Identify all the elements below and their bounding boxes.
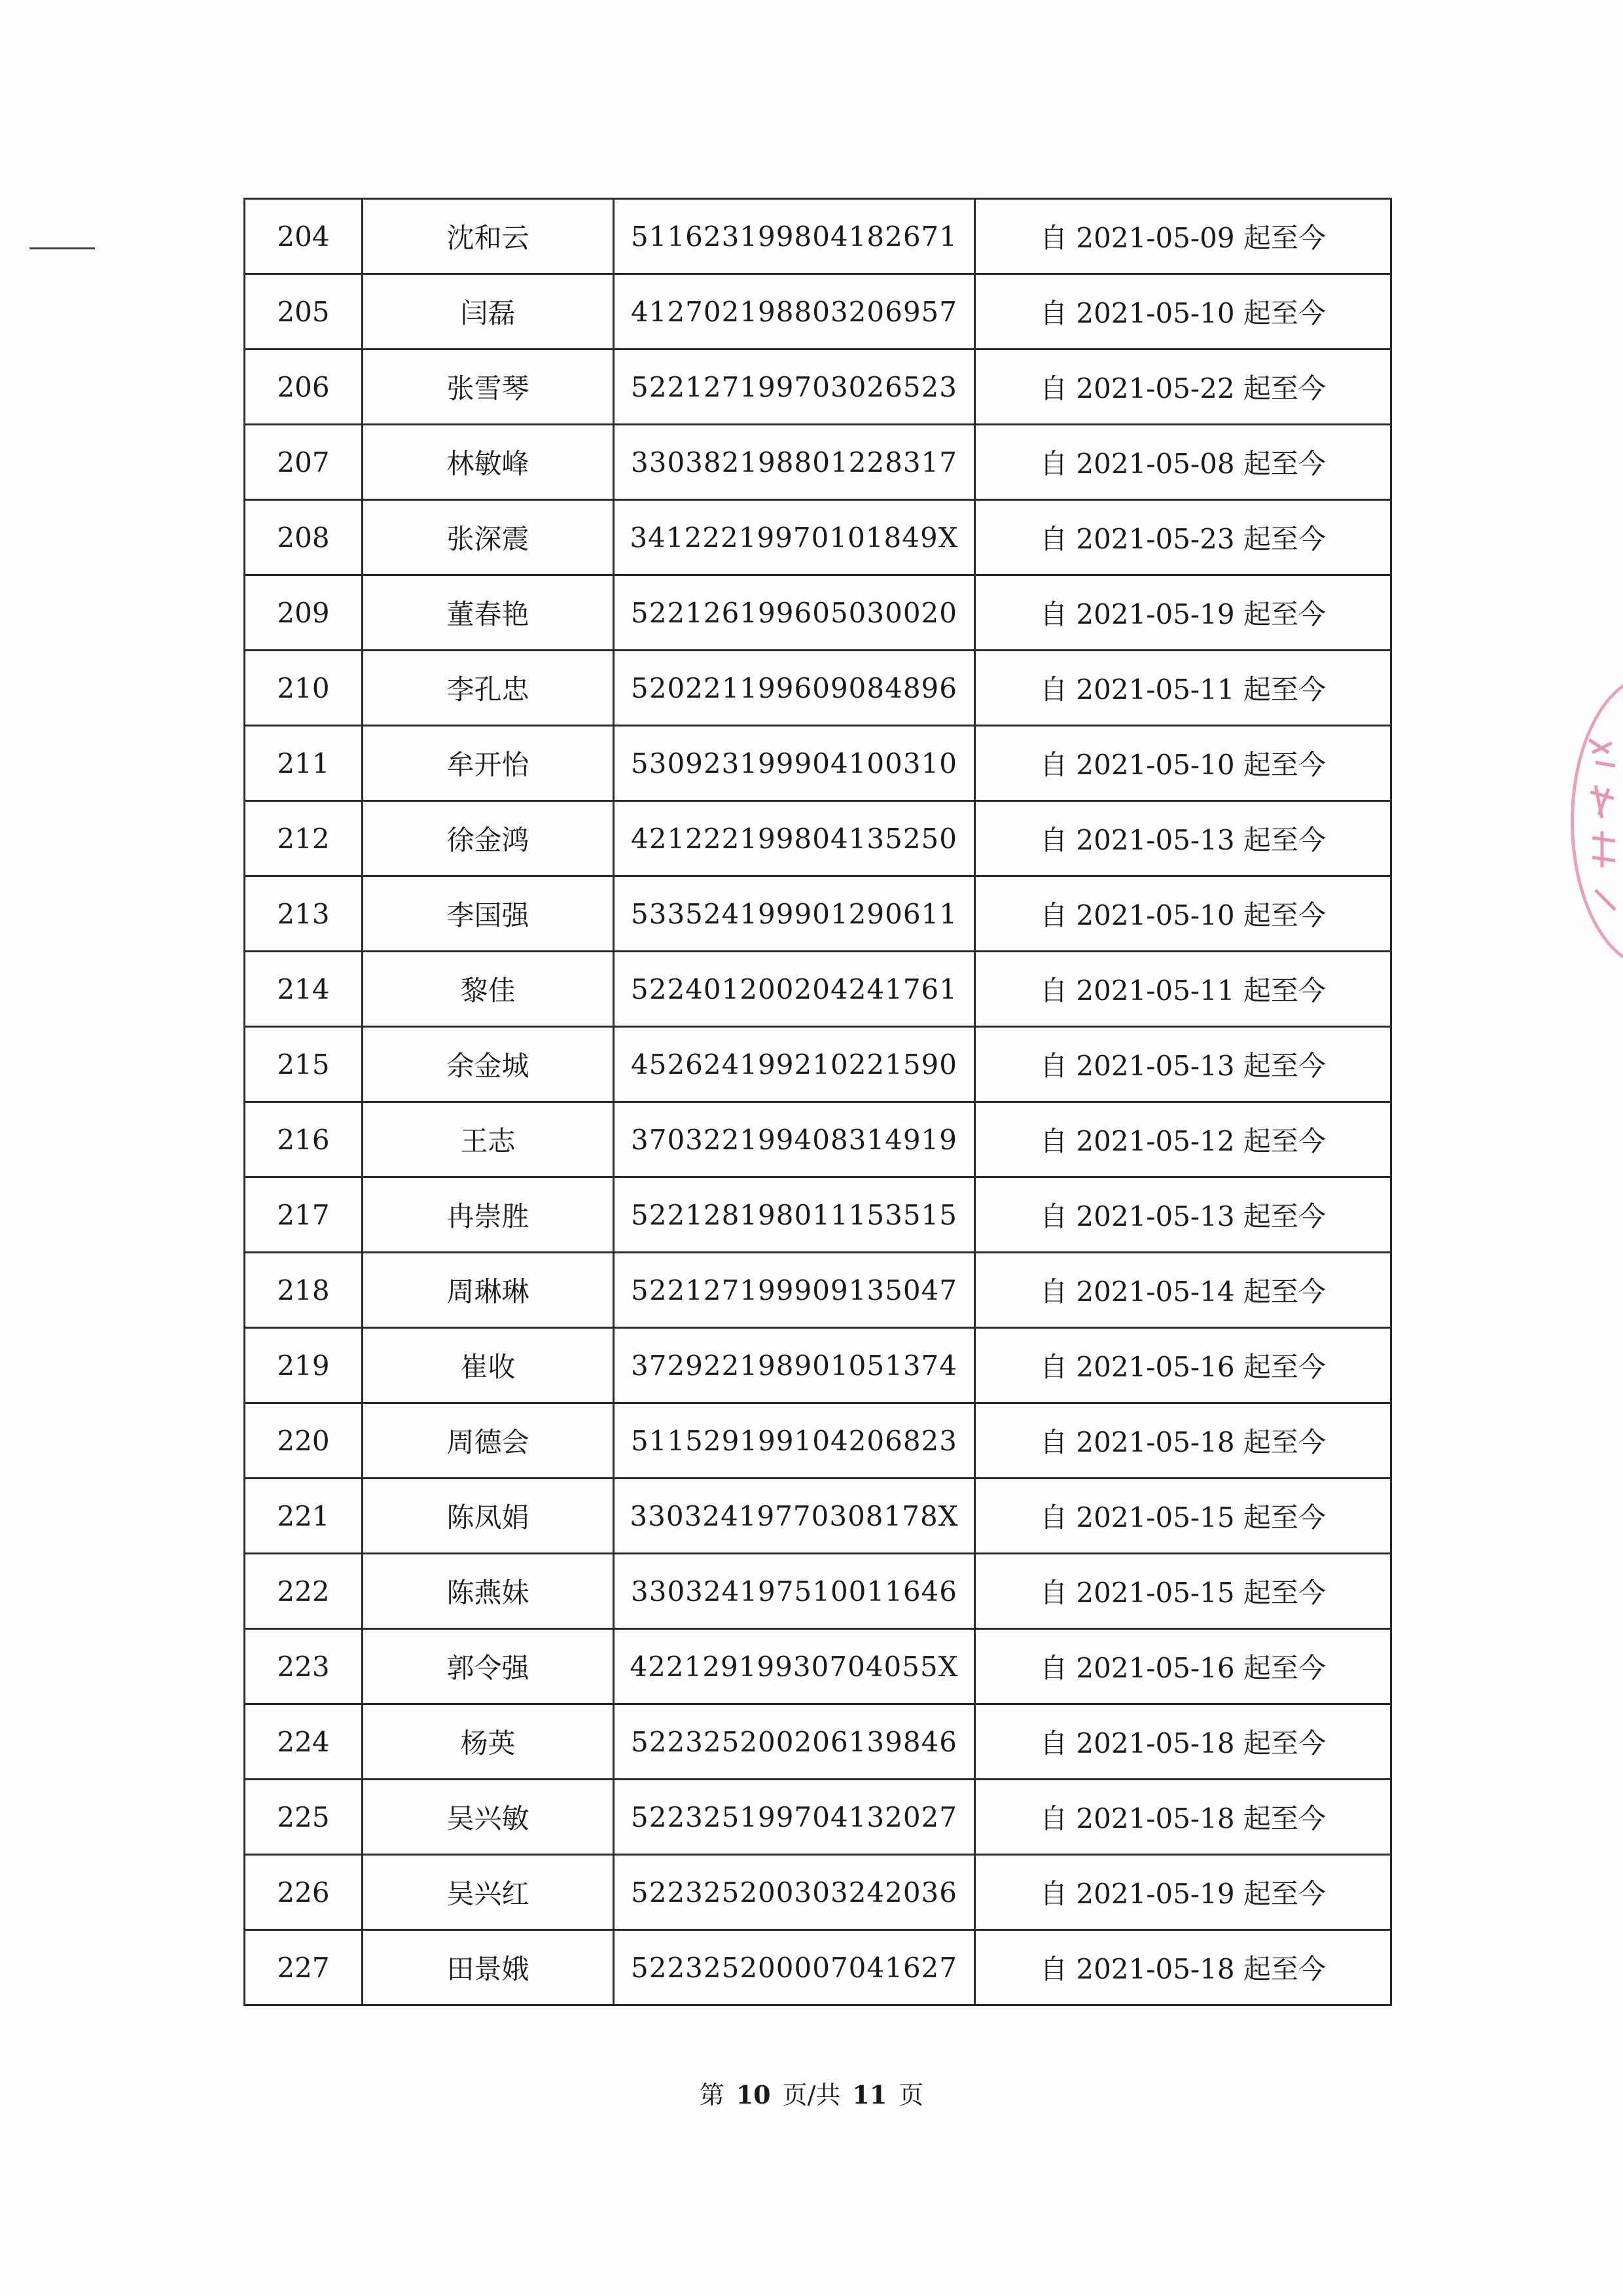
employment-period: 自 2021-05-09 起至今: [975, 199, 1391, 274]
row-number: 220: [245, 1403, 363, 1479]
person-name: 周德会: [363, 1403, 614, 1479]
table-row: [245, 350, 1391, 425]
table-row: [245, 1403, 1391, 1479]
employment-period: 自 2021-05-19 起至今: [975, 575, 1391, 651]
person-name: 张雪琴: [363, 350, 614, 425]
employment-period: 自 2021-05-23 起至今: [975, 500, 1391, 575]
table-row: [245, 1780, 1391, 1855]
person-name: 杨英: [363, 1704, 614, 1780]
id-number: 522128198011153515: [614, 1177, 975, 1253]
row-number: 212: [245, 801, 363, 876]
id-number: 522127199703026523: [614, 350, 975, 425]
footer-prefix: 第: [699, 2081, 724, 2109]
row-number: 214: [245, 952, 363, 1027]
employment-period: 自 2021-05-18 起至今: [975, 1930, 1391, 2005]
footer-page-total: 11: [852, 2080, 887, 2109]
row-number: 210: [245, 651, 363, 726]
personnel-table: [243, 198, 1392, 2006]
employment-period: 自 2021-05-13 起至今: [975, 801, 1391, 876]
employment-period: 自 2021-05-18 起至今: [975, 1780, 1391, 1855]
id-number: 421222199804135250: [614, 801, 975, 876]
person-name: 郭令强: [363, 1629, 614, 1704]
row-number: 205: [245, 274, 363, 350]
id-number: 522325199704132027: [614, 1780, 975, 1855]
page-footer: [0, 2075, 1623, 2111]
employment-period: 自 2021-05-12 起至今: [975, 1102, 1391, 1177]
person-name: 李孔忠: [363, 651, 614, 726]
footer-page-current: 10: [736, 2080, 771, 2109]
person-name: 张深震: [363, 500, 614, 575]
person-name: 陈凤娟: [363, 1479, 614, 1554]
table-row: [245, 1177, 1391, 1253]
person-name: 余金城: [363, 1027, 614, 1102]
footer-middle: 页/共: [782, 2081, 841, 2109]
employment-period: 自 2021-05-08 起至今: [975, 425, 1391, 500]
id-number: 522401200204241761: [614, 952, 975, 1027]
employment-period: 自 2021-05-10 起至今: [975, 726, 1391, 801]
employment-period: 自 2021-05-19 起至今: [975, 1855, 1391, 1930]
person-name: 田景娥: [363, 1930, 614, 2005]
table-row: [245, 575, 1391, 651]
person-name: 王志: [363, 1102, 614, 1177]
id-number: 33032419770308178X: [614, 1479, 975, 1554]
id-number: 372922198901051374: [614, 1328, 975, 1403]
id-number: 533524199901290611: [614, 876, 975, 952]
id-number: 370322199408314919: [614, 1102, 975, 1177]
employment-period: 自 2021-05-11 起至今: [975, 952, 1391, 1027]
row-number: 223: [245, 1629, 363, 1704]
row-number: 209: [245, 575, 363, 651]
employment-period: 自 2021-05-22 起至今: [975, 350, 1391, 425]
table-row: [245, 801, 1391, 876]
id-number: 452624199210221590: [614, 1027, 975, 1102]
row-number: 211: [245, 726, 363, 801]
table-row: [245, 425, 1391, 500]
person-name: 周琳琳: [363, 1253, 614, 1328]
person-name: 冉崇胜: [363, 1177, 614, 1253]
table-row: [245, 274, 1391, 350]
id-number: 330382198801228317: [614, 425, 975, 500]
id-number: 522126199605030020: [614, 575, 975, 651]
row-number: 216: [245, 1102, 363, 1177]
employment-period: 自 2021-05-18 起至今: [975, 1403, 1391, 1479]
table-row: [245, 1855, 1391, 1930]
row-number: 222: [245, 1554, 363, 1629]
table-row: [245, 1027, 1391, 1102]
person-name: 徐金鸿: [363, 801, 614, 876]
row-number: 207: [245, 425, 363, 500]
employment-period: 自 2021-05-16 起至今: [975, 1629, 1391, 1704]
table-row: [245, 1554, 1391, 1629]
person-name: 崔收: [363, 1328, 614, 1403]
person-name: 李国强: [363, 876, 614, 952]
id-number: 34122219970101849X: [614, 500, 975, 575]
employment-period: 自 2021-05-14 起至今: [975, 1253, 1391, 1328]
employment-period: 自 2021-05-15 起至今: [975, 1554, 1391, 1629]
person-name: 陈燕妹: [363, 1554, 614, 1629]
row-number: 224: [245, 1704, 363, 1780]
row-number: 219: [245, 1328, 363, 1403]
id-number: 530923199904100310: [614, 726, 975, 801]
id-number: 522325200007041627: [614, 1930, 975, 2005]
row-number: 204: [245, 199, 363, 274]
id-number: 330324197510011646: [614, 1554, 975, 1629]
table-row: [245, 726, 1391, 801]
person-name: 黎佳: [363, 952, 614, 1027]
table-row: [245, 1479, 1391, 1554]
row-number: 225: [245, 1780, 363, 1855]
footer-suffix: 页: [899, 2081, 924, 2109]
person-name: 闫磊: [363, 274, 614, 350]
row-number: 217: [245, 1177, 363, 1253]
row-number: 215: [245, 1027, 363, 1102]
person-name: 吴兴敏: [363, 1780, 614, 1855]
table-row: [245, 1328, 1391, 1403]
table-row: [245, 500, 1391, 575]
person-name: 牟开怡: [363, 726, 614, 801]
margin-mark: [29, 247, 95, 252]
row-number: 226: [245, 1855, 363, 1930]
employment-period: 自 2021-05-16 起至今: [975, 1328, 1391, 1403]
row-number: 221: [245, 1479, 363, 1554]
table-row: [245, 199, 1391, 274]
table-row: [245, 1629, 1391, 1704]
employment-period: 自 2021-05-13 起至今: [975, 1177, 1391, 1253]
id-number: 520221199609084896: [614, 651, 975, 726]
seal-lettering-icon: [1582, 726, 1623, 923]
table-row: [245, 651, 1391, 726]
table-row: [245, 1253, 1391, 1328]
row-number: 206: [245, 350, 363, 425]
row-number: 218: [245, 1253, 363, 1328]
id-number: 522325200206139846: [614, 1704, 975, 1780]
id-number: 522127199909135047: [614, 1253, 975, 1328]
person-name: 董春艳: [363, 575, 614, 651]
table-row: [245, 1102, 1391, 1177]
seal-strokes-icon: [1582, 726, 1623, 923]
employment-period: 自 2021-05-13 起至今: [975, 1027, 1391, 1102]
employment-period: 自 2021-05-10 起至今: [975, 274, 1391, 350]
employment-period: 自 2021-05-10 起至今: [975, 876, 1391, 952]
person-name: 林敏峰: [363, 425, 614, 500]
id-number: 412702198803206957: [614, 274, 975, 350]
person-name: 沈和云: [363, 199, 614, 274]
person-name: 吴兴红: [363, 1855, 614, 1930]
id-number: 522325200303242036: [614, 1855, 975, 1930]
id-number: 511623199804182671: [614, 199, 975, 274]
personnel-table-body: [245, 199, 1391, 2005]
employment-period: 自 2021-05-15 起至今: [975, 1479, 1391, 1554]
id-number: 42212919930704055X: [614, 1629, 975, 1704]
employment-period: 自 2021-05-11 起至今: [975, 651, 1391, 726]
row-number: 213: [245, 876, 363, 952]
row-number: 208: [245, 500, 363, 575]
id-number: 511529199104206823: [614, 1403, 975, 1479]
table-row: [245, 952, 1391, 1027]
table-row: [245, 1930, 1391, 2005]
row-number: 227: [245, 1930, 363, 2005]
table-row: [245, 876, 1391, 952]
table-row: [245, 1704, 1391, 1780]
employment-period: 自 2021-05-18 起至今: [975, 1704, 1391, 1780]
